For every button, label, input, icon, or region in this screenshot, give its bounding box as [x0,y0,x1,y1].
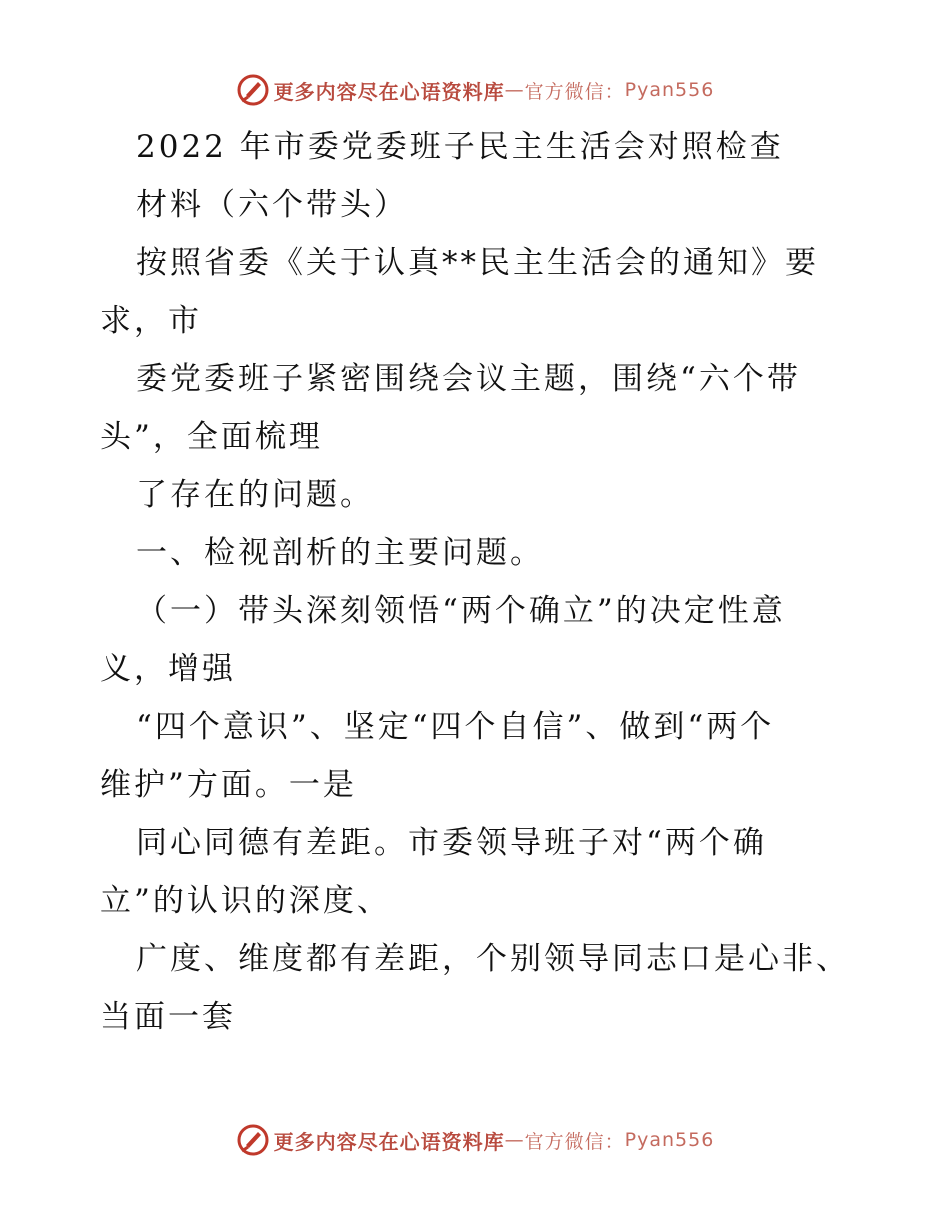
watermark-wechat-id: Pyan556 [624,79,715,101]
doc-line: 了存在的问题。 [136,477,374,513]
doc-line: 2022 年市委党委班子民主生活会对照检查 [136,129,784,165]
watermark-wechat-label: 官方微信： [524,80,625,103]
doc-line: 按照省委《关于认真**民主生活会的通知》要 [136,245,819,281]
header-watermark [0,70,950,110]
watermark-separator: — [504,79,525,101]
watermark-wechat-id: Pyan556 [624,1129,715,1151]
watermark-separator: — [504,1129,525,1151]
doc-line: 委党委班子紧密围绕会议主题，围绕“六个带 [136,361,801,397]
doc-line: 求，市 [100,303,202,339]
document-body [100,118,860,1046]
brand-logo-icon [236,1123,270,1157]
doc-line: 立”的认识的深度、 [100,883,391,919]
watermark-wechat-label: 官方微信： [524,1130,625,1153]
doc-line: 同心同德有差距。市委领导班子对“两个确 [136,825,767,861]
doc-line: 头”，全面梳理 [100,419,323,455]
watermark-brand: 更多内容尽在心语资料库 [273,79,505,104]
doc-line: 当面一套 [100,999,236,1035]
doc-line: 维护”方面。一是 [100,767,357,803]
footer-watermark [0,1120,950,1160]
doc-line: 材料（六个带头） [136,187,408,223]
doc-line: “四个意识”、坚定“四个自信”、做到“两个 [136,709,775,745]
doc-line: （一）带头深刻领悟“两个确立”的决定性意 [136,593,786,629]
watermark-brand: 更多内容尽在心语资料库 [273,1129,505,1154]
doc-line: 义，增强 [100,651,236,687]
doc-line: 一、检视剖析的主要问题。 [136,535,544,571]
doc-line: 广度、维度都有差距，个别领导同志口是心非、 [136,941,850,977]
brand-logo-icon [236,73,270,107]
